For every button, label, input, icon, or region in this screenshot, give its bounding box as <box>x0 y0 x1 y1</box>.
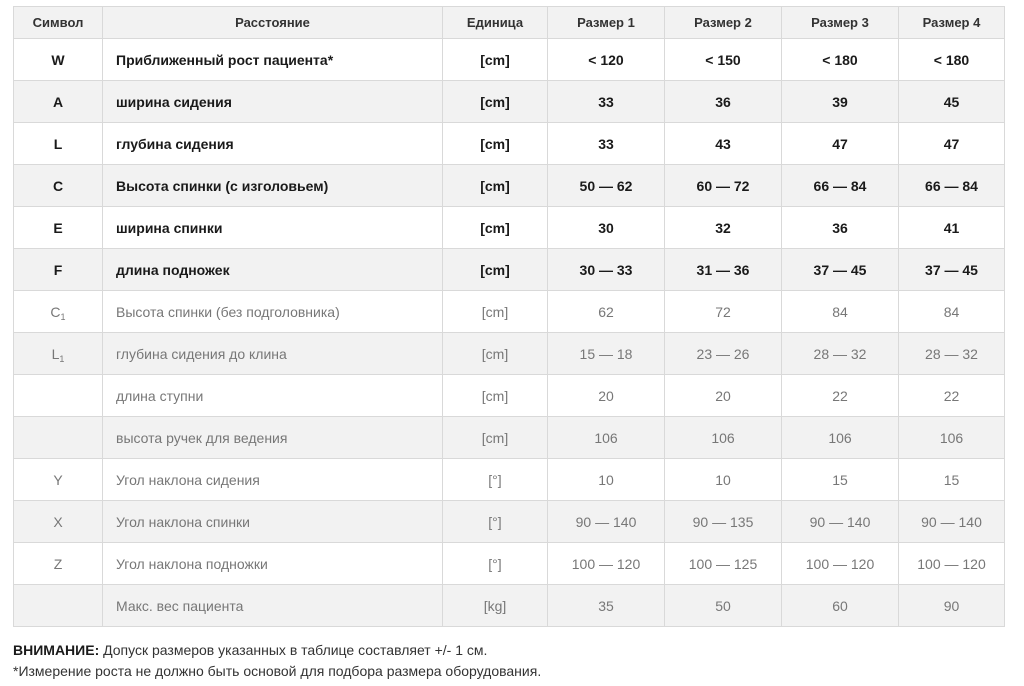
table-body <box>14 39 1005 627</box>
cell-distance: Высота спинки (без подголовника) <box>103 291 443 333</box>
cell-size-2: 31 — 36 <box>665 249 782 291</box>
cell-size-3: 60 <box>782 585 899 627</box>
cell-unit: [cm] <box>443 375 548 417</box>
table-row <box>14 543 1005 585</box>
cell-unit: [°] <box>443 501 548 543</box>
cell-size-1: 30 — 33 <box>548 249 665 291</box>
cell-unit: [cm] <box>443 165 548 207</box>
cell-symbol <box>14 249 103 291</box>
cell-size-1: 33 <box>548 81 665 123</box>
symbol-text: L <box>51 345 60 362</box>
cell-size-1: 33 <box>548 123 665 165</box>
cell-distance: Угол наклона спинки <box>103 501 443 543</box>
cell-symbol <box>14 375 103 417</box>
symbol-text: C <box>52 177 64 194</box>
cell-size-2: 90 — 135 <box>665 501 782 543</box>
cell-size-3: 39 <box>782 81 899 123</box>
cell-unit: [cm] <box>443 123 548 165</box>
cell-size-3: 36 <box>782 207 899 249</box>
notes <box>13 640 1004 682</box>
cell-size-2: 100 — 125 <box>665 543 782 585</box>
cell-size-1: 62 <box>548 291 665 333</box>
cell-distance: высота ручек для ведения <box>103 417 443 459</box>
table-row <box>14 501 1005 543</box>
table-row <box>14 417 1005 459</box>
cell-symbol <box>14 333 103 375</box>
table-row <box>14 375 1005 417</box>
cell-unit: [cm] <box>443 417 548 459</box>
cell-size-4: 90 — 140 <box>899 501 1005 543</box>
cell-size-3: 22 <box>782 375 899 417</box>
cell-size-2: 23 — 26 <box>665 333 782 375</box>
cell-symbol <box>14 39 103 81</box>
header-size-2: Размер 2 <box>665 7 782 39</box>
cell-unit: [°] <box>443 543 548 585</box>
cell-size-3: 100 — 120 <box>782 543 899 585</box>
cell-size-2: 32 <box>665 207 782 249</box>
symbol-text: Y <box>53 471 63 488</box>
table-row <box>14 459 1005 501</box>
symbol-text: F <box>53 261 63 278</box>
cell-size-1: 106 <box>548 417 665 459</box>
cell-unit: [cm] <box>443 81 548 123</box>
cell-size-4: 84 <box>899 291 1005 333</box>
cell-size-4: 15 <box>899 459 1005 501</box>
cell-size-3: 84 <box>782 291 899 333</box>
cell-distance: ширина спинки <box>103 207 443 249</box>
cell-distance: Угол наклона подножки <box>103 543 443 585</box>
cell-size-2: 106 <box>665 417 782 459</box>
cell-symbol <box>14 165 103 207</box>
cell-unit: [°] <box>443 459 548 501</box>
cell-symbol <box>14 291 103 333</box>
cell-symbol <box>14 543 103 585</box>
cell-distance: длина ступни <box>103 375 443 417</box>
cell-size-4: 45 <box>899 81 1005 123</box>
cell-symbol <box>14 123 103 165</box>
header-size-4: Размер 4 <box>899 7 1005 39</box>
cell-size-1: 90 — 140 <box>548 501 665 543</box>
cell-size-2: 20 <box>665 375 782 417</box>
cell-size-2: 10 <box>665 459 782 501</box>
cell-size-4: 28 — 32 <box>899 333 1005 375</box>
cell-size-3: 15 <box>782 459 899 501</box>
warning-note <box>13 640 1004 661</box>
cell-symbol <box>14 585 103 627</box>
cell-size-2: 43 <box>665 123 782 165</box>
cell-size-3: < 180 <box>782 39 899 81</box>
cell-size-3: 66 — 84 <box>782 165 899 207</box>
cell-size-4: 106 <box>899 417 1005 459</box>
header-size-1: Размер 1 <box>548 7 665 39</box>
table-row <box>14 165 1005 207</box>
cell-symbol <box>14 501 103 543</box>
symbol-subscript: 1 <box>59 353 65 364</box>
cell-size-2: 36 <box>665 81 782 123</box>
cell-distance: глубина сидения <box>103 123 443 165</box>
cell-size-4: < 180 <box>899 39 1005 81</box>
footnote: *Измерение роста не должно быть основой для подбора размера оборудования. <box>13 663 542 679</box>
table-row <box>14 81 1005 123</box>
cell-distance: Угол наклона сидения <box>103 459 443 501</box>
symbol-text: E <box>53 219 63 236</box>
symbol-text: C <box>50 303 61 320</box>
cell-unit: [cm] <box>443 39 548 81</box>
cell-size-1: 15 — 18 <box>548 333 665 375</box>
cell-distance: Высота спинки (с изголовьем) <box>103 165 443 207</box>
header-unit: Единица <box>443 7 548 39</box>
warning-text: Допуск размеров указанных в таблице составляет +/- 1 см. <box>99 642 488 658</box>
cell-unit: [kg] <box>443 585 548 627</box>
cell-size-4: 37 — 45 <box>899 249 1005 291</box>
cell-size-1: < 120 <box>548 39 665 81</box>
size-table <box>13 6 1005 627</box>
size-table-container <box>13 6 1004 627</box>
cell-size-2: 50 <box>665 585 782 627</box>
cell-size-1: 100 — 120 <box>548 543 665 585</box>
cell-unit: [cm] <box>443 333 548 375</box>
header-symbol: Символ <box>14 7 103 39</box>
cell-symbol <box>14 207 103 249</box>
cell-distance: глубина сидения до клина <box>103 333 443 375</box>
cell-symbol <box>14 459 103 501</box>
warning-label: ВНИМАНИЕ: <box>13 642 100 658</box>
cell-size-1: 30 <box>548 207 665 249</box>
cell-size-4: 100 — 120 <box>899 543 1005 585</box>
table-row <box>14 39 1005 81</box>
cell-symbol <box>14 417 103 459</box>
cell-size-3: 90 — 140 <box>782 501 899 543</box>
header-distance: Расстояние <box>103 7 443 39</box>
table-row <box>14 333 1005 375</box>
table-row <box>14 207 1005 249</box>
cell-size-1: 35 <box>548 585 665 627</box>
table-row <box>14 585 1005 627</box>
table-row <box>14 249 1005 291</box>
cell-unit: [cm] <box>443 291 548 333</box>
table-row <box>14 291 1005 333</box>
symbol-text: W <box>51 51 65 68</box>
cell-size-1: 20 <box>548 375 665 417</box>
symbol-subscript: 1 <box>60 311 66 322</box>
cell-distance: длина подножек <box>103 249 443 291</box>
cell-size-4: 22 <box>899 375 1005 417</box>
symbol-text: X <box>53 513 63 530</box>
cell-size-1: 50 — 62 <box>548 165 665 207</box>
cell-unit: [cm] <box>443 207 548 249</box>
symbol-text: Z <box>53 555 63 572</box>
header-row <box>14 7 1005 39</box>
symbol-text: A <box>52 93 64 110</box>
cell-size-2: < 150 <box>665 39 782 81</box>
cell-distance: ширина сидения <box>103 81 443 123</box>
cell-size-1: 10 <box>548 459 665 501</box>
cell-distance: Макс. вес пациента <box>103 585 443 627</box>
cell-size-3: 106 <box>782 417 899 459</box>
cell-size-4: 47 <box>899 123 1005 165</box>
cell-size-4: 66 — 84 <box>899 165 1005 207</box>
table-header <box>14 7 1005 39</box>
cell-symbol <box>14 81 103 123</box>
cell-size-3: 47 <box>782 123 899 165</box>
table-row <box>14 123 1005 165</box>
cell-unit: [cm] <box>443 249 548 291</box>
cell-size-2: 60 — 72 <box>665 165 782 207</box>
cell-size-4: 41 <box>899 207 1005 249</box>
header-size-3: Размер 3 <box>782 7 899 39</box>
cell-size-2: 72 <box>665 291 782 333</box>
cell-size-3: 37 — 45 <box>782 249 899 291</box>
cell-distance: Приближенный рост пациента* <box>103 39 443 81</box>
cell-size-4: 90 <box>899 585 1005 627</box>
cell-size-3: 28 — 32 <box>782 333 899 375</box>
symbol-text: L <box>53 135 63 152</box>
